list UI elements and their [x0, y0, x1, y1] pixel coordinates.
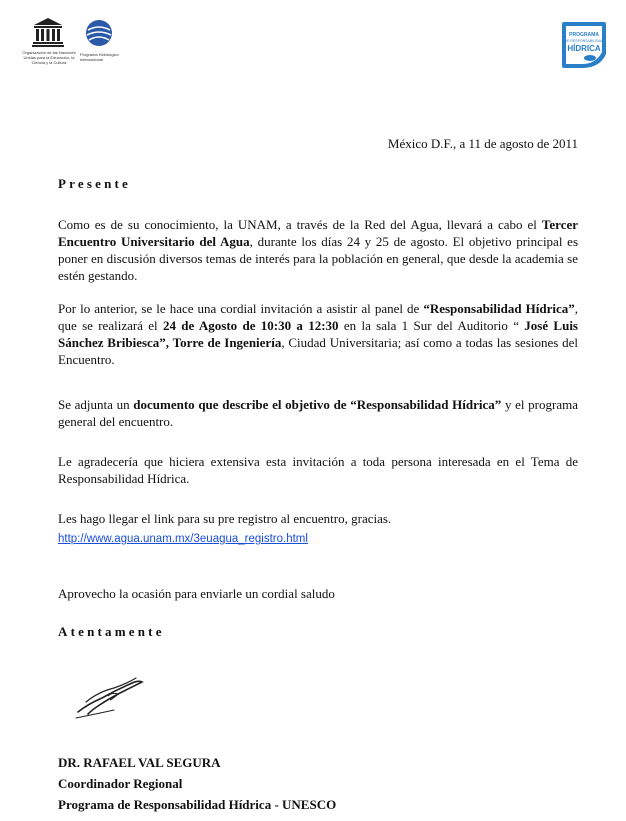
signatory-role: Coordinador Regional	[58, 776, 183, 791]
globe-icon	[84, 18, 114, 48]
p1-text-a: Como es de su conocimiento, la UNAM, a través de la Red del Agua, llevará a cabo el	[58, 217, 542, 232]
letter-date: México D.F., a 11 de agosto de 2011	[387, 136, 578, 151]
p3-text-a: Se adjunta un	[58, 397, 134, 412]
p3-text-c: y el programa general del encuentro.	[58, 397, 578, 429]
panel-name: “Responsabilidad Hídrica”	[423, 301, 575, 316]
svg-text:DE RESPONSABILIDAD: DE RESPONSABILIDAD	[564, 39, 604, 43]
handwritten-signature	[68, 662, 148, 724]
svg-text:HÍDRICA: HÍDRICA	[567, 44, 601, 53]
salutation: Presente	[58, 176, 132, 191]
phi-caption: Programa Hidrológico Internacional	[80, 52, 119, 62]
attachment-description: documento que describe el objetivo de “Responsabilidad Hídrica”	[133, 397, 502, 412]
p2-text-a: Por lo anterior, se le hace una cordial invitación a asistir al panel de	[58, 301, 424, 316]
panel-date-time: 24 de Agosto de 10:30 a 12:30	[162, 318, 339, 333]
signatory-program: Programa de Responsabilidad Hídrica - UNESCO	[58, 797, 337, 812]
unesco-temple-icon	[32, 16, 64, 48]
signature-block	[58, 752, 336, 815]
p2-text-e: en la sala 1 Sur del Auditorio “	[338, 318, 525, 333]
paragraph-greeting: Aprovecho la ocasión para enviarle un cordial saludo	[58, 586, 335, 601]
phi-logo	[80, 18, 120, 78]
p2-text-g: , Ciudad Universitaria; así como a todas las sesiones del Encuentro.	[58, 335, 578, 367]
paragraph-registration: Les hago llegar el link para su pre registro al encuentro, gracias.	[58, 511, 392, 526]
program-logo	[560, 20, 608, 70]
letterhead	[18, 14, 608, 84]
unesco-caption: Organización de las Naciones Unidas para la Educación, la Ciencia y la Cultura	[22, 50, 76, 65]
p2-text-c: , que se realizará el	[58, 301, 578, 333]
panel-venue: José Luis Sánchez Bribiesca”, Torre de Ingeniería	[58, 318, 578, 350]
paragraph-invitation	[58, 300, 578, 368]
closing: Atentamente	[58, 624, 165, 639]
registration-link[interactable]: http://www.agua.unam.mx/3euagua_registro.html	[58, 533, 308, 545]
event-name: Tercer Encuentro Universitario del Agua	[58, 217, 578, 249]
paragraph-event-intro	[58, 216, 578, 284]
unesco-logo	[18, 14, 78, 78]
paragraph-request: Le agradecería que hiciera extensiva esta invitación a toda persona interesada en el Tema de Responsabilidad Hídrica.	[58, 454, 578, 486]
svg-text:PROGRAMA: PROGRAMA	[569, 32, 599, 38]
signatory-name: DR. RAFAEL VAL SEGURA	[58, 755, 221, 770]
paragraph-attachment	[58, 396, 578, 430]
p1-text-c: , durante los días 24 y 25 de agosto. El objetivo principal es poner en discusión diversos temas de interés para la población en general, que desde la academia se estén gestando.	[58, 234, 579, 283]
